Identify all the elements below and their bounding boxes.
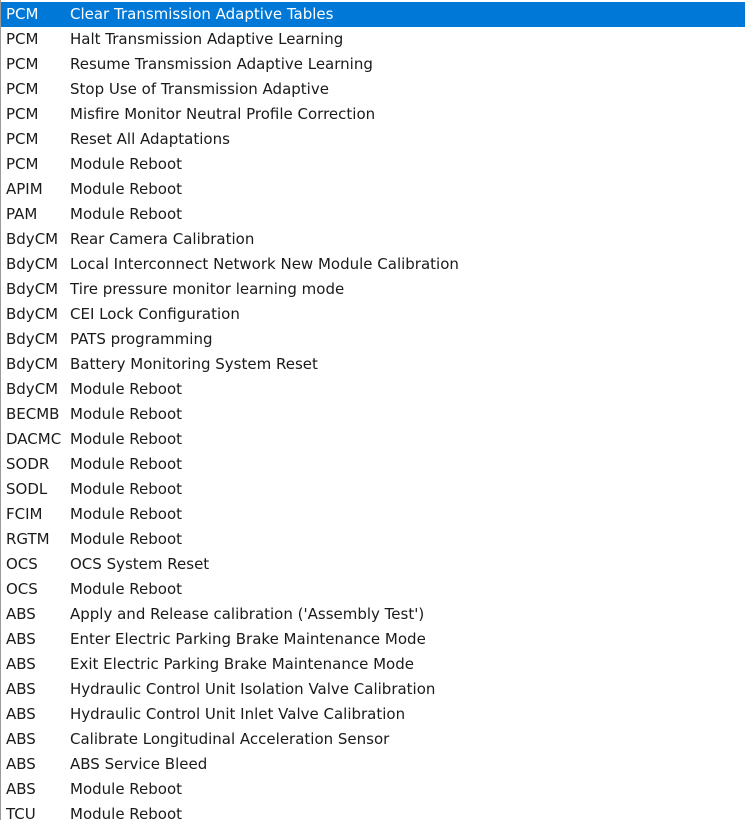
list-item[interactable] [1,77,745,102]
module-name: DACMC [6,430,62,448]
routine-name: Enter Electric Parking Brake Maintenance Mode [70,630,426,648]
list-item[interactable] [1,452,745,477]
list-item[interactable] [1,177,745,202]
routine-name: Module Reboot [70,380,183,398]
routine-name: Resume Transmission Adaptive Learning [70,55,373,73]
module-name: BdyCM [6,380,59,398]
list-item[interactable] [1,577,745,602]
list-item[interactable] [1,202,745,227]
module-name: OCS [6,580,38,598]
list-item[interactable] [1,252,745,277]
routine-name: CEI Lock Configuration [70,305,240,323]
module-name: PCM [6,30,39,48]
list-item[interactable] [1,777,745,802]
list-item[interactable] [1,552,745,577]
routine-name: Apply and Release calibration ('Assembly Test') [70,605,425,623]
module-name: PAM [6,205,38,223]
list-item[interactable] [1,677,745,702]
list-item[interactable] [1,302,745,327]
module-name: ABS [6,605,36,623]
module-name: ABS [6,655,36,673]
routine-name: Module Reboot [70,805,183,820]
list-item[interactable] [1,652,745,677]
module-name: PCM [6,55,39,73]
module-name: BdyCM [6,305,59,323]
list-item[interactable] [1,477,745,502]
module-name: SODR [6,455,50,473]
routine-name: Calibrate Longitudinal Acceleration Sensor [70,730,390,748]
module-name: TCU [6,805,36,820]
module-name: ABS [6,680,36,698]
list-item[interactable] [1,702,745,727]
module-name: BdyCM [6,355,59,373]
list-item[interactable] [1,327,745,352]
module-name: RGTM [6,530,50,548]
module-name: ABS [6,705,36,723]
module-name: PCM [6,130,39,148]
list-item[interactable] [1,427,745,452]
module-name: ABS [6,730,36,748]
routine-name: Module Reboot [70,480,183,498]
module-name: BdyCM [6,255,59,273]
routine-name: Module Reboot [70,155,183,173]
list-item[interactable] [1,152,745,177]
list-item[interactable] [1,227,745,252]
list-item[interactable] [1,802,745,820]
list-item[interactable] [1,527,745,552]
routine-name: OCS System Reset [70,555,210,573]
list-item[interactable] [1,2,745,27]
routine-name: Reset All Adaptations [70,130,230,148]
routine-name: Module Reboot [70,780,183,798]
list-item[interactable] [1,402,745,427]
list-item[interactable] [1,752,745,777]
module-name: OCS [6,555,38,573]
routine-name: ABS Service Bleed [70,755,208,773]
routine-name: Misfire Monitor Neutral Profile Correction [70,105,376,123]
list-item[interactable] [1,602,745,627]
module-name: BdyCM [6,280,59,298]
list-item[interactable] [1,277,745,302]
routine-name: Local Interconnect Network New Module Calibration [70,255,459,273]
module-name: PCM [6,80,39,98]
routine-name: Clear Transmission Adaptive Tables [70,5,334,23]
module-name: PCM [6,155,39,173]
routine-name: Module Reboot [70,580,183,598]
routine-name: Hydraulic Control Unit Isolation Valve Calibration [70,680,436,698]
module-name: ABS [6,630,36,648]
routine-name: Exit Electric Parking Brake Maintenance Mode [70,655,414,673]
module-name: BECMB [6,405,60,423]
list-item[interactable] [1,502,745,527]
routine-name: Rear Camera Calibration [70,230,255,248]
module-name: FCIM [6,505,43,523]
routine-name: Module Reboot [70,405,183,423]
list-item[interactable] [1,102,745,127]
routine-name: Module Reboot [70,530,183,548]
module-name: PCM [6,105,39,123]
module-name: ABS [6,755,36,773]
module-name: PCM [6,5,39,23]
routine-name: Module Reboot [70,180,183,198]
routine-name: Stop Use of Transmission Adaptive [70,80,329,98]
list-item[interactable] [1,377,745,402]
routine-name: Module Reboot [70,205,183,223]
routine-name: Module Reboot [70,430,183,448]
list-item[interactable] [1,727,745,752]
routine-name: Module Reboot [70,455,183,473]
module-name: APIM [6,180,43,198]
routine-name: PATS programming [70,330,213,348]
list-item[interactable] [1,127,745,152]
routine-name: Hydraulic Control Unit Inlet Valve Calibration [70,705,406,723]
module-name: SODL [6,480,48,498]
module-name: BdyCM [6,230,59,248]
module-name: ABS [6,780,36,798]
module-name: BdyCM [6,330,59,348]
list-item[interactable] [1,352,745,377]
routine-name: Halt Transmission Adaptive Learning [70,30,344,48]
routine-name: Module Reboot [70,505,183,523]
routine-name: Tire pressure monitor learning mode [70,280,345,298]
list-item[interactable] [1,27,745,52]
list-item[interactable] [1,627,745,652]
routine-name: Battery Monitoring System Reset [70,355,318,373]
list-item[interactable] [1,52,745,77]
